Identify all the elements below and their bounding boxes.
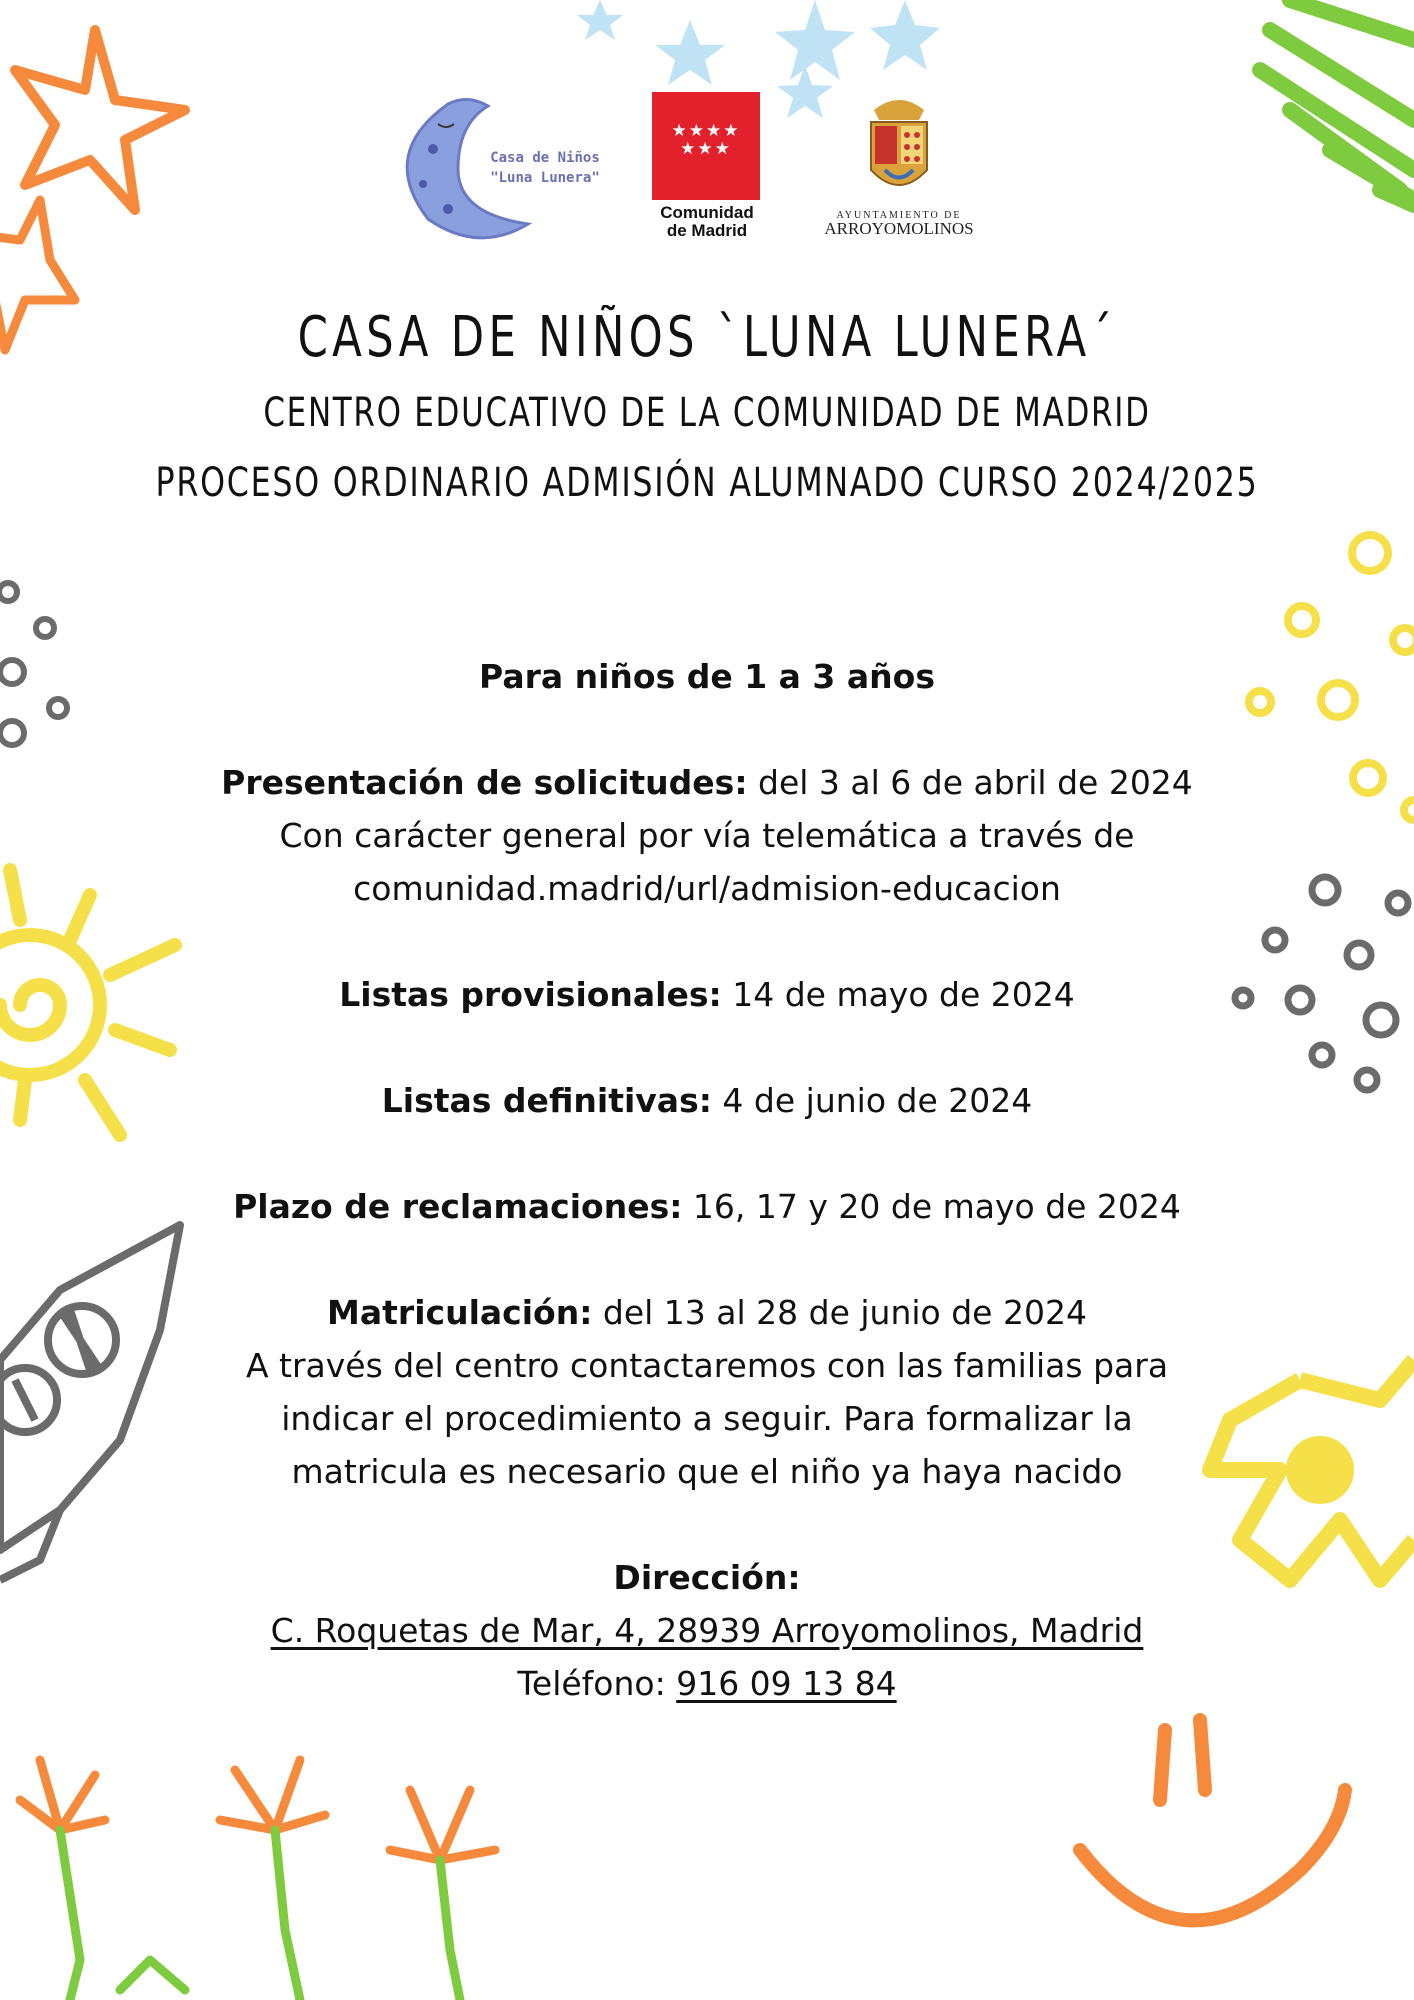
casa-de-ninos-logo — [388, 94, 618, 244]
ayuntamiento-line1: AYUNTAMIENTO DE — [836, 210, 962, 221]
flower-icon — [1210, 1360, 1414, 1580]
telefono-line — [180, 1657, 1234, 1710]
provisionales-line — [180, 968, 1234, 1021]
sun-icon — [0, 870, 175, 1135]
phone-link[interactable]: 916 09 13 84 — [676, 1664, 897, 1703]
gray-circles-icon — [0, 583, 67, 745]
comunidad-logo-text — [652, 204, 762, 240]
gray-circles-icon — [1235, 877, 1408, 1090]
ayuntamiento-line2: ARROYOMOLINOS — [824, 219, 974, 238]
direccion-label: Dirección: — [613, 1558, 801, 1597]
address-link[interactable]: C. Roquetas de Mar, 4, 28939 Arroyomolinos, Madrid — [270, 1611, 1144, 1650]
subtitle-proceso: PROCESO ORDINARIO ADMISIÓN ALUMNADO CURSO 2024/2025 — [155, 460, 1259, 506]
solicitudes-label: Presentación de solicitudes: — [221, 763, 748, 802]
definitivas-label: Listas definitivas: — [381, 1081, 712, 1120]
solicitudes-line2: Con carácter general por vía telemática a través de — [279, 816, 1135, 855]
matriculacion-line4: matricula es necesario que el niño ya haya nacido — [291, 1452, 1123, 1491]
solicitudes-value: del 3 al 6 de abril de 2024 — [758, 763, 1193, 802]
casa-logo-text: Casa de Niños "Luna Lunera" — [490, 150, 600, 186]
matriculacion-label: Matriculación: — [327, 1293, 593, 1332]
solicitudes-line — [180, 756, 1234, 809]
provisionales-label: Listas provisionales: — [339, 975, 722, 1014]
matriculacion-line2: A través del centro contactaremos con las familias para — [245, 1346, 1169, 1385]
telefono-label: Teléfono: — [517, 1664, 666, 1703]
comunidad-flag — [652, 92, 760, 200]
reclamaciones-value: 16, 17 y 20 de mayo de 2024 — [692, 1187, 1181, 1226]
comunidad-line1: Comunidad — [660, 203, 754, 222]
matriculacion-line — [180, 1286, 1234, 1339]
flowers-icon — [20, 1760, 495, 2000]
main-title: CASA DE NIÑOS `LUNA LUNERA´ — [297, 305, 1117, 370]
ayuntamiento-logo — [824, 90, 974, 250]
definitivas-line — [180, 1074, 1234, 1127]
comunidad-line2: de Madrid — [666, 221, 748, 240]
solicitudes-url: comunidad.madrid/url/admision-educacion — [353, 869, 1061, 908]
matriculacion-line3: indicar el procedimiento a seguir. Para formalizar la — [281, 1399, 1133, 1438]
title-block — [0, 298, 1414, 518]
reclamaciones-label: Plazo de reclamaciones: — [233, 1187, 683, 1226]
comunidad-madrid-logo — [652, 92, 762, 242]
yellow-circles-icon — [1249, 535, 1414, 820]
smiley-icon — [1080, 1720, 1345, 1920]
matriculacion-value: del 13 al 28 de junio de 2024 — [602, 1293, 1087, 1332]
age-range: Para niños de 1 a 3 años — [479, 657, 935, 696]
coat-of-arms-icon — [859, 90, 939, 202]
stars-icon: ★★★★ ★★★ — [671, 121, 741, 159]
logo-bar — [0, 80, 1414, 260]
definitivas-value: 4 de junio de 2024 — [722, 1081, 1033, 1120]
rocket-icon — [0, 1225, 180, 1580]
direccion-line — [180, 1604, 1234, 1657]
info-content — [180, 650, 1234, 1710]
provisionales-value: 14 de mayo de 2024 — [732, 975, 1075, 1014]
subtitle-centro: CENTRO EDUCATIVO DE LA COMUNIDAD DE MADRID — [263, 390, 1151, 436]
reclamaciones-line — [180, 1180, 1234, 1233]
